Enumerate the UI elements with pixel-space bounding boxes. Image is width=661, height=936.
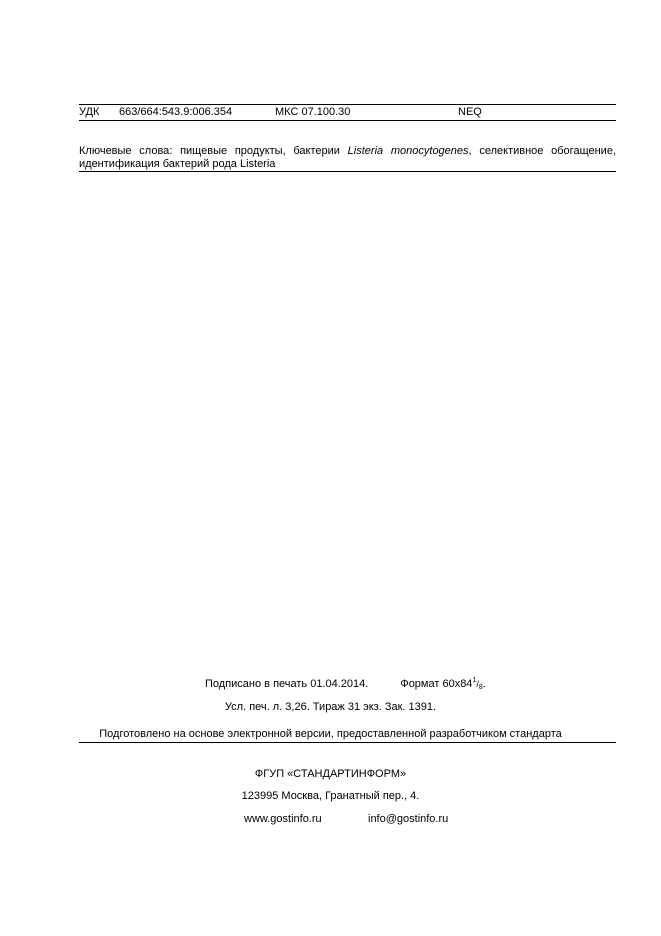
keywords-prefix: Ключевые слова: пищевые продукты, бактерии xyxy=(79,145,348,157)
keywords-rule xyxy=(79,171,616,172)
keywords-suffix: , селективное обогащение, xyxy=(468,145,617,157)
paper-format: Формат $60x84^1/_8$. xyxy=(400,677,486,691)
publisher-address: 123995 Москва, Гранатный пер., 4. xyxy=(241,790,420,802)
keywords-block xyxy=(79,145,616,171)
classification-rule xyxy=(79,120,616,121)
keywords-line-2: идентификация бактерий рода Listeria xyxy=(79,158,276,170)
top-rule xyxy=(79,104,616,105)
print-info: Усл. печ. л. 3,26. Тираж 31 экз. Зак. 1391. xyxy=(224,701,437,713)
publisher-website[interactable]: www.gostinfo.ru xyxy=(244,813,322,825)
keywords-species: Listeria monocytogenes xyxy=(347,145,469,157)
imprint-rule xyxy=(79,742,616,743)
imprint-line-1 xyxy=(205,678,486,691)
publisher-email[interactable]: info@gostinfo.ru xyxy=(368,813,449,825)
signed-date: Подписано в печать 01.04.2014. xyxy=(205,678,369,690)
format-denominator: 8 xyxy=(478,684,483,691)
udk-value: 663/664:543.9:006.354 xyxy=(119,106,233,118)
mks-code: МКС 07.100.30 xyxy=(275,106,351,118)
keywords-line-1 xyxy=(79,145,616,158)
udk-label: УДК xyxy=(79,106,100,118)
conformity-degree: NEQ xyxy=(458,106,482,118)
prepared-note: Подготовлено на основе электронной версии, предоставленной разработчиком стандарта xyxy=(99,728,562,740)
publisher-name: ФГУП «СТАНДАРТИНФОРМ» xyxy=(254,768,407,780)
format-numerator: 1 xyxy=(472,677,477,684)
